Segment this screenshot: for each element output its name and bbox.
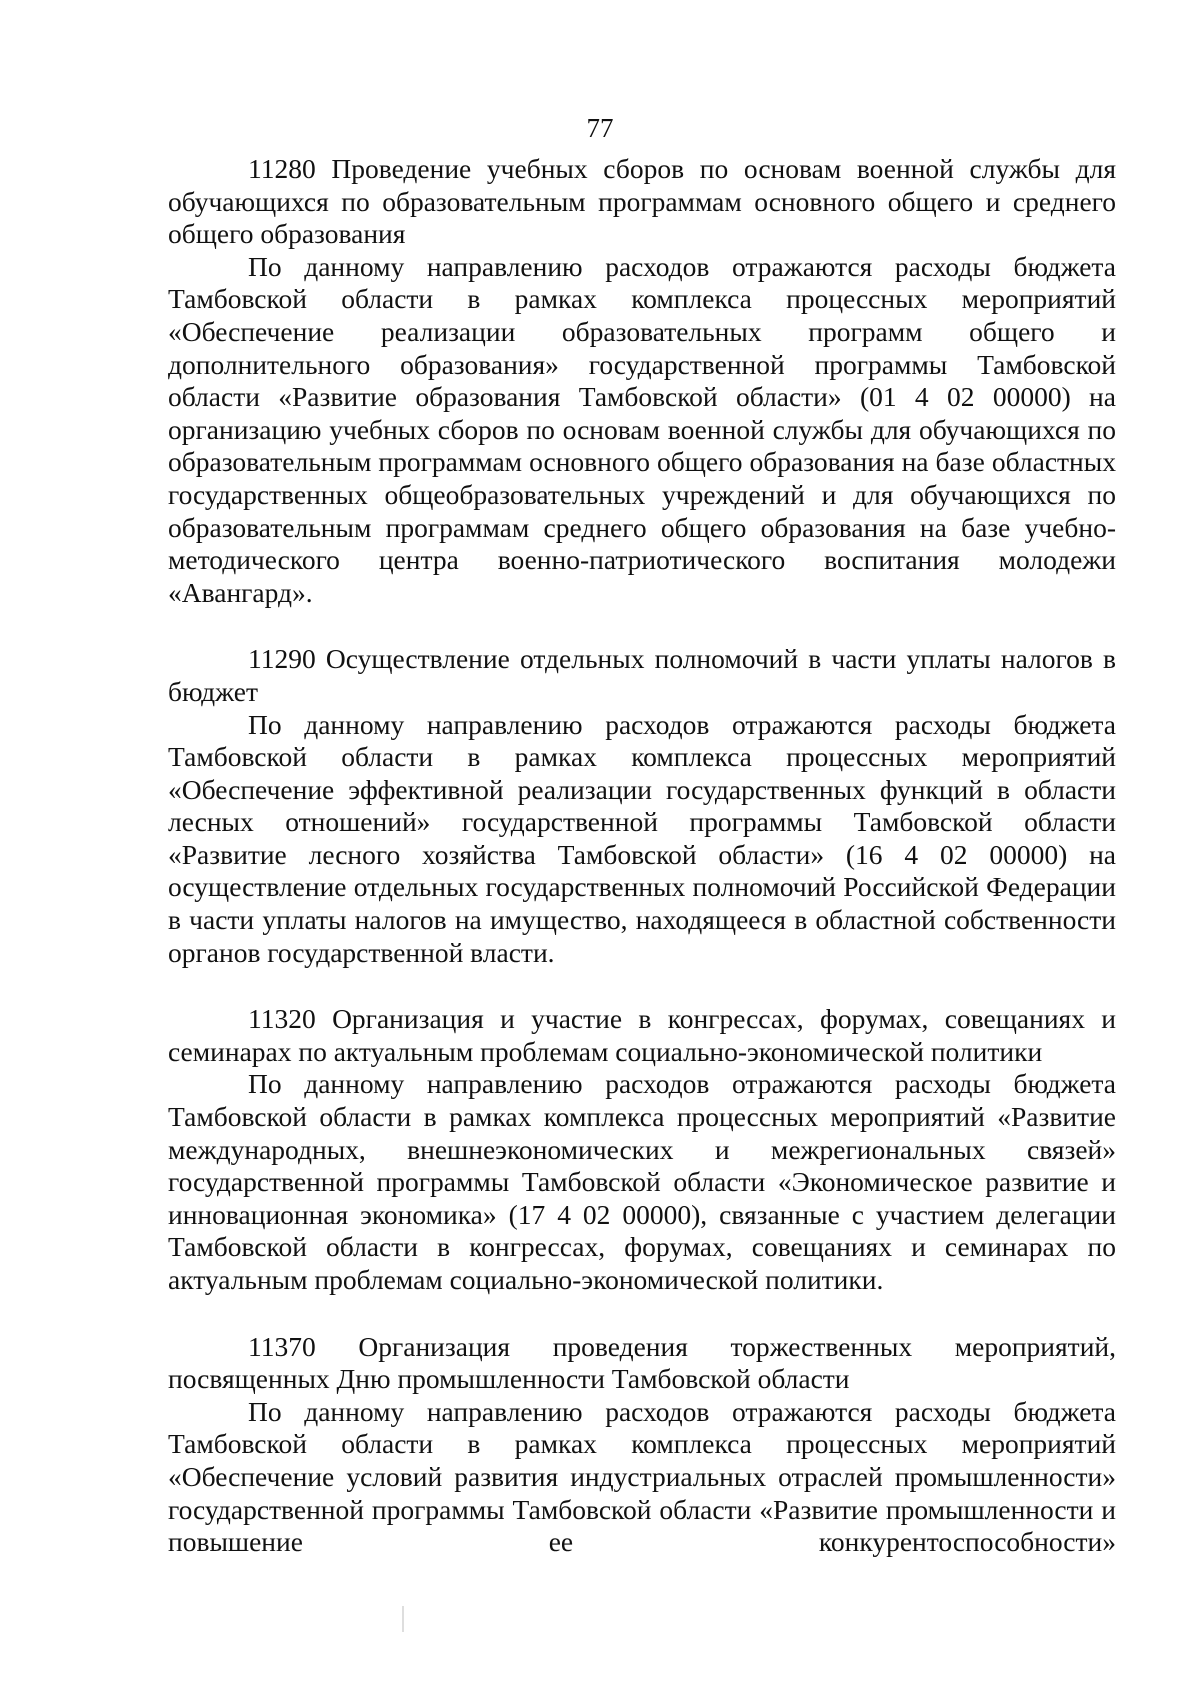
section-paragraph: По данному направлению расходов отражаются расходы бюджета Тамбовской области в рамках комплекса процессных мероприятий «Развитие международных, внешнеэкономических и межрегиональных связей» государственной программы Тамбовской области «Экономическое развитие и инновационная экономика» (17 4 02 00000), связанные с участием делегации Тамбовской области в конгрессах, форумах, совещаниях и семинарах по актуальным проблемам социально-экономической политики.	[168, 1068, 1116, 1295]
section-paragraph: По данному направлению расходов отражаются расходы бюджета Тамбовской области в рамках комплекса процессных мероприятий «Обеспечение условий развития индустриальных отраслей промышленности» государственной программы Тамбовской области «Развитие промышленности и повышение ее конкурентоспособности»	[168, 1395, 1116, 1558]
section-11280	[168, 153, 1116, 609]
section-heading: 11290 Осуществление отдельных полномочий в части уплаты налогов в бюджет	[168, 643, 1116, 707]
section-11370	[168, 1331, 1116, 1559]
page-number: 77	[586, 113, 614, 143]
section-paragraph: По данному направлению расходов отражаются расходы бюджета Тамбовской области в рамках комплекса процессных мероприятий «Обеспечение реализации образовательных программ общего и дополнительного образования» государственной программы Тамбовской области «Развитие образования Тамбовской области» (01 4 02 00000) на организацию учебных сборов по основам военной службы для обучающихся по образовательным программам основного общего образования на базе областных государственных общеобразовательных учреждений и для обучающихся по образовательным программам среднего общего образования на базе учебно-методического центра военно-патриотического воспитания молодежи «Авангард».	[168, 250, 1116, 608]
section-heading: 11370 Организация проведения торжественных мероприятий, посвященных Дню промышленности Тамбовской области	[168, 1330, 1116, 1395]
scan-artifact	[402, 1606, 404, 1632]
section-heading: 11320 Организация и участие в конгрессах, форумах, совещаниях и семинарах по актуальным проблемам социально-экономической политики	[168, 1003, 1116, 1067]
document-body	[168, 153, 1116, 1593]
section-heading: 11280 Проведение учебных сборов по основам военной службы для обучающихся по образовательным программам основного общего и среднего общего образования	[168, 153, 1116, 250]
section-paragraph: По данному направлению расходов отражаются расходы бюджета Тамбовской области в рамках комплекса процессных мероприятий «Обеспечение эффективной реализации государственных функций в области лесных отношений» государственной программы Тамбовской области «Развитие лесного хозяйства Тамбовской области» (16 4 02 00000) на осуществление отдельных государственных полномочий Российской Федерации в части уплаты налогов на имущество, находящееся в областной собственности органов государственной власти.	[168, 708, 1116, 968]
section-11290	[168, 643, 1116, 969]
section-11320	[168, 1003, 1116, 1296]
